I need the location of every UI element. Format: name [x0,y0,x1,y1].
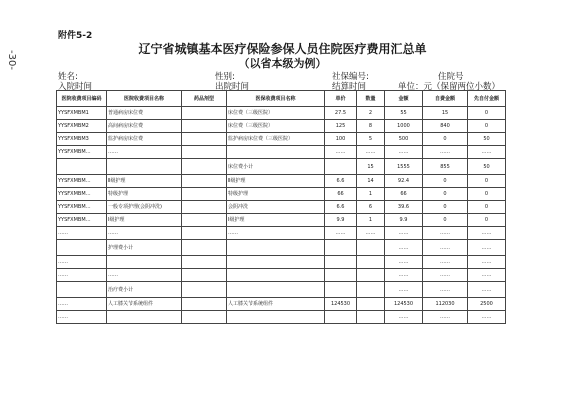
table-cell: 500 [385,133,423,146]
table-cell: 8 [357,120,385,133]
table-cell: 2500 [468,298,506,311]
table-cell: 床位费小计 [227,159,325,175]
table-cell: 1 [357,214,385,227]
table-cell: …… [57,311,107,324]
table-cell [357,269,385,282]
column-header: 先自付金额 [468,91,506,107]
table-cell: …… [468,311,506,324]
table-cell: 124530 [385,298,423,311]
table-row [57,159,506,175]
table-cell [227,146,325,159]
table-cell: …… [423,256,468,269]
table-cell [57,159,107,175]
table-cell [182,282,227,298]
table-cell [182,240,227,256]
table-row [57,188,506,201]
table-cell: 6.6 [325,201,357,214]
table-cell: 会阴冲洗 [227,201,325,214]
table-header-row [57,91,506,107]
table-cell [357,256,385,269]
table-cell [107,311,182,324]
table-cell: …… [107,146,182,159]
admission-time-label: 入院时间 [58,82,93,92]
table-cell: 15 [423,107,468,120]
table-cell: YYSFXMBM1 [57,107,107,120]
table-cell: 0 [468,107,506,120]
table-cell: 普通病房床位费 [107,107,182,120]
table-row [57,269,506,282]
table-cell: 125 [325,120,357,133]
table-cell: …… [325,227,357,240]
table-cell: …… [57,227,107,240]
table-cell: 1555 [385,159,423,175]
table-cell [227,311,325,324]
table-cell: YYSFXMBM… [57,146,107,159]
table-cell [357,240,385,256]
table-row [57,256,506,269]
table-cell: 50 [468,133,506,146]
table-cell: Ⅱ级护理 [227,175,325,188]
table-cell [107,159,182,175]
table-cell: 5 [357,133,385,146]
table-cell: …… [423,146,468,159]
table-cell [357,282,385,298]
table-cell [182,311,227,324]
table-cell: …… [385,146,423,159]
table-cell: 0 [468,120,506,133]
table-cell: 9.9 [385,214,423,227]
table-cell: …… [468,240,506,256]
table-cell [357,298,385,311]
table-cell: YYSFXMBM… [57,201,107,214]
table-cell [325,159,357,175]
table-cell: …… [57,298,107,311]
table-cell [227,240,325,256]
table-cell: …… [423,269,468,282]
table-cell: 2 [357,107,385,120]
table-cell [182,133,227,146]
gender-label: 性别: [215,72,235,82]
table-cell: 6 [357,201,385,214]
table-cell: …… [107,269,182,282]
table-cell [182,256,227,269]
table-cell: …… [423,311,468,324]
table-cell: 治疗费小计 [107,282,182,298]
table-cell: 855 [423,159,468,175]
table-cell: …… [423,227,468,240]
table-cell [182,269,227,282]
table-row [57,201,506,214]
table-cell: 92.4 [385,175,423,188]
table-cell: 0 [468,175,506,188]
table-cell: Ⅰ级护理 [227,214,325,227]
table-cell [182,107,227,120]
expense-summary-table [56,90,506,324]
table-cell: 1000 [385,120,423,133]
table-cell [57,282,107,298]
table-cell: YYSFXMBM… [57,175,107,188]
table-cell: …… [423,240,468,256]
table-cell: 高间病房床位费 [107,120,182,133]
table-row [57,133,506,146]
table-cell: …… [57,256,107,269]
table-cell: 1 [357,188,385,201]
table-cell: YYSFXMBM2 [57,120,107,133]
table-cell [107,256,182,269]
table-cell: …… [385,269,423,282]
table-cell: …… [227,227,325,240]
table-cell [227,282,325,298]
settlement-time-label: 结算时间 [332,82,367,92]
table-cell: 监护病房床位费 [107,133,182,146]
table-cell: …… [357,146,385,159]
table-cell [227,256,325,269]
table-cell [182,120,227,133]
table-cell: …… [423,282,468,298]
table-cell: 0 [423,214,468,227]
table-row [57,282,506,298]
table-cell [182,146,227,159]
document-subtitle: （以省本级为例） [238,57,327,70]
table-cell [325,269,357,282]
table-cell [182,201,227,214]
table-cell: 66 [385,188,423,201]
table-row [57,311,506,324]
table-cell: …… [325,146,357,159]
table-cell: 0 [423,175,468,188]
table-cell [182,159,227,175]
attachment-label: 附件5-2 [58,31,93,41]
table-cell: …… [468,256,506,269]
table-cell: 124530 [325,298,357,311]
unit-label: 单位：元（保留两位小数） [398,82,501,92]
table-cell: 14 [357,175,385,188]
table-cell: …… [385,282,423,298]
table-cell: 840 [423,120,468,133]
table-cell: 0 [468,201,506,214]
table-cell: 15 [357,159,385,175]
table-cell: YYSFXMBM… [57,214,107,227]
column-header: 数量 [357,91,385,107]
table-cell: 特级护理 [107,188,182,201]
table-cell: …… [107,227,182,240]
table-cell: …… [357,227,385,240]
table-cell: …… [468,146,506,159]
table-cell [227,269,325,282]
table-cell [182,214,227,227]
table-cell: 特级护理 [227,188,325,201]
table-cell: 0 [468,214,506,227]
table-cell: 39.6 [385,201,423,214]
hospital-no-label: 住院号 [438,72,464,82]
table-cell: …… [468,227,506,240]
column-header: 自费金额 [423,91,468,107]
table-cell [57,240,107,256]
column-header: 金额 [385,91,423,107]
table-cell: 0 [423,188,468,201]
table-cell: YYSFXMBM… [57,188,107,201]
table-cell: Ⅰ级护理 [107,214,182,227]
table-cell: 监护病房床位费（三级医院） [227,133,325,146]
table-cell [325,282,357,298]
table-cell: 6.6 [325,175,357,188]
table-cell: Ⅱ级护理 [107,175,182,188]
table-cell: 人工膝关节系统组件 [227,298,325,311]
table-cell: 100 [325,133,357,146]
table-cell [325,240,357,256]
table-cell: 50 [468,159,506,175]
table-cell: …… [385,311,423,324]
table-cell: …… [57,269,107,282]
column-header: 医院收费项目名称 [107,91,182,107]
table-cell: …… [385,256,423,269]
table-cell: YYSFXMBM3 [57,133,107,146]
column-header: 医保收费项目名称 [227,91,325,107]
table-cell [325,256,357,269]
table-row [57,107,506,120]
table-cell: 人工膝关节系统组件 [107,298,182,311]
table-row [57,120,506,133]
table-row [57,175,506,188]
table-cell: 一般专项护理(会阴冲洗) [107,201,182,214]
document-title: 辽宁省城镇基本医疗保险参保人员住院医疗费用汇总单 [138,42,427,56]
table-cell [182,175,227,188]
table-cell: 66 [325,188,357,201]
column-header: 药品剂型 [182,91,227,107]
table-cell [182,298,227,311]
table-row [57,227,506,240]
table-cell [182,227,227,240]
column-header: 单价 [325,91,357,107]
table-row [57,298,506,311]
table-cell: …… [468,282,506,298]
name-label: 姓名: [58,72,78,82]
table-row [57,146,506,159]
table-cell: 床位费（三级医院） [227,120,325,133]
table-cell: 护理费小计 [107,240,182,256]
table-cell: 床位费（三级医院） [227,107,325,120]
table-cell: …… [385,240,423,256]
insurance-no-label: 社保编号: [332,72,369,82]
table-cell: 27.5 [325,107,357,120]
table-cell: 9.9 [325,214,357,227]
table-cell [182,188,227,201]
table-row [57,240,506,256]
table-cell: 0 [423,201,468,214]
column-header: 医院收费项目编码 [57,91,107,107]
table-cell [357,311,385,324]
table-cell [325,311,357,324]
table-cell: 112030 [423,298,468,311]
table-cell: …… [385,227,423,240]
table-cell: 0 [468,188,506,201]
table-cell: 0 [423,133,468,146]
discharge-time-label: 出院时间 [215,82,250,92]
table-row [57,214,506,227]
table-cell: 55 [385,107,423,120]
page-number: -30- [6,50,17,70]
table-cell: …… [468,269,506,282]
table-body [57,107,506,324]
